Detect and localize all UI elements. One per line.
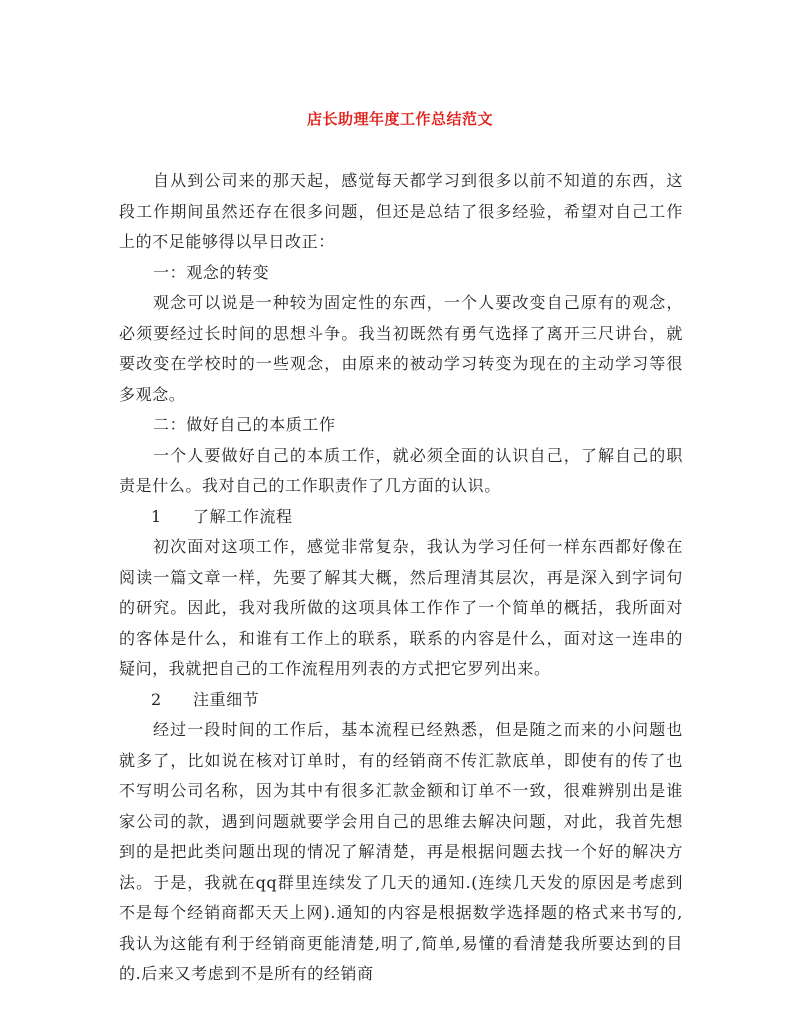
document-title: 店长助理年度工作总结范文	[306, 110, 493, 128]
paragraph-duties: 一个人要做好自己的本质工作，就必须全面的认识自己，了解自己的职责是什么。我对自己的工作职责作了几方面的认识。	[119, 445, 683, 495]
section-heading-2: 二：做好自己的本质工作	[153, 415, 336, 434]
paragraph-details: 经过一段时间的工作后，基本流程已经熟悉，但是随之而来的小问题也就多了，比如说在核对订单时，有的经销商不传汇款底单，即使有的传了也不写明公司名称，因为其中有很多汇款金额和订单不一致，很难辨别出是谁家公司的款，遇到问题就要学会用自己的思维去解决问题，对此，我首先想到的是把此类问题出现的情况了解清楚，再是根据问题去找一个好的解决方法。于是，我就在qq群里连续发了几天的通知.(连续几天发的原因是考虑到不是每个经销商都天天上网).通知的内容是根据数学选择题的格式来书写的,我认为这能有利于经销商更能清楚,明了,简单,易懂的看清楚我所要达到的目的.后来又考虑到不是所有的经销商	[119, 720, 683, 983]
numbered-heading-2	[119, 685, 683, 716]
heading-text: 注重细节	[193, 689, 260, 709]
numbered-heading-1	[119, 502, 683, 533]
heading-number: 1	[151, 506, 162, 526]
paragraph-mindset: 观念可以说是一种较为固定性的东西，一个人要改变自己原有的观念，必须要经过长时间的思想斗争。我当初既然有勇气选择了离开三尺讲台，就要改变在学校时的一些观念，由原来的被动学习转变为现在的主动学习等很多观念。	[119, 293, 683, 404]
heading-text: 了解工作流程	[193, 506, 293, 526]
document-body	[119, 166, 683, 990]
section-heading-1: 一：观念的转变	[153, 262, 270, 282]
paragraph-intro: 自从到公司来的那天起，感觉每天都学习到很多以前不知道的东西，这段工作期间虽然还存在很多问题，但还是总结了很多经验，希望对自己工作上的不足能够得以早日改正：	[119, 171, 683, 251]
heading-number: 2	[151, 689, 162, 709]
paragraph-workflow: 初次面对这项工作，感觉非常复杂，我认为学习任何一样东西都好像在阅读一篇文章一样，先要了解其大概，然后理清其层次，再是深入到字词句的研究。因此，我对我所做的这项具体工作作了一个简单的概括，我所面对的客体是什么，和谁有工作上的联系，联系的内容是什么，面对这一连串的疑问，我就把自己的工作流程用列表的方式把它罗列出来。	[119, 537, 683, 678]
